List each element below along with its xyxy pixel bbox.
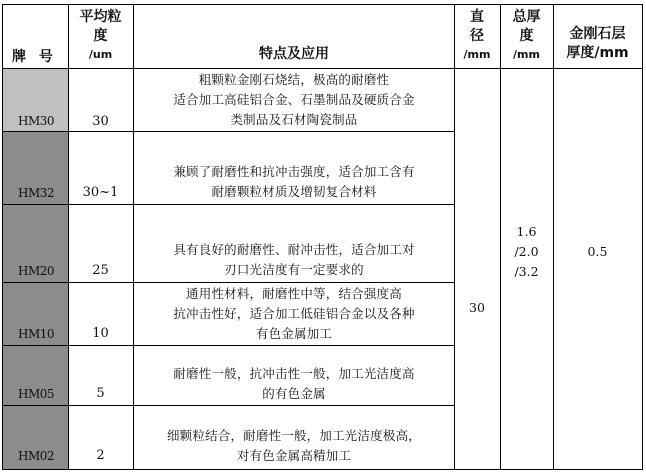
desc-line: 耐磨性一般，抗冲击性一般，加工光洁度高 [173,366,415,381]
desc-line: 类制品及石材陶瓷制品 [230,112,358,127]
row-line-5 [2,405,454,406]
desc-line: 抗冲击性好，适合加工低硅铝合金以及各种 [173,306,415,321]
desc-line: 通用性材料，耐磨性中等，结合强度高 [186,286,402,301]
desc-line: 兼顾了耐磨性和抗冲击强度，适合加工含有 [173,164,415,179]
header-diameter-line-1: 直 [470,9,484,25]
header-grain-line-3: /um [88,48,113,61]
border-right [642,4,643,470]
row-line-3 [2,282,454,283]
header-grain-size [68,9,133,63]
grade-hm05: HM05 [18,387,55,401]
desc-hm05 [134,364,454,404]
header-features: 特点及应用 [259,46,329,62]
col-line-3 [454,4,455,470]
grain-size-hm32: 30~1 [82,185,119,200]
header-grain-line-1: 平均粒 [79,9,122,25]
header-bottom-line [2,68,643,69]
desc-line: 有色金属加工 [255,326,333,341]
grade-hm32: HM32 [18,186,55,200]
border-top [2,4,643,5]
desc-hm32 [134,162,454,202]
header-grain-line-2: 度 [93,28,108,44]
desc-line: 适合加工高硅铝合金、石墨制品及硬质合金 [173,92,415,107]
header-diamond-layer [553,26,642,61]
diamond-layer-value: 0.5 [587,244,608,259]
desc-line: 耐磨颗粒材质及增韧复合材料 [211,184,377,199]
grain-size-hm10: 10 [92,326,109,341]
header-thickness-line-1: 总厚 [512,9,541,25]
header-brand: 牌 号 [12,49,57,65]
desc-hm10 [134,284,454,344]
grade-hm20: HM20 [18,264,55,278]
row-line-2 [2,204,454,205]
desc-hm30 [134,70,454,130]
col-line-5 [553,4,554,470]
grain-size-hm20: 25 [92,263,109,278]
desc-line: 粗颗粒金刚石烧结，极高的耐磨性 [198,72,390,87]
grain-size-hm05: 5 [96,386,105,401]
header-total-thickness [500,9,553,63]
grade-hm02: HM02 [18,449,55,463]
desc-line: 对有色金属高精加工 [236,448,352,463]
header-diameter [454,9,500,63]
row-line-4 [2,345,454,346]
grain-size-hm30: 30 [92,114,109,129]
header-layer-line-1: 金刚石层 [569,26,626,42]
thickness-line: /3.2 [514,264,539,279]
header-layer-line-2: 厚度/mm [566,45,629,61]
header-thickness-line-3: /mm [513,48,540,61]
desc-line: 细颗粒结合，耐磨性一般，加工光洁度极高， [166,428,421,443]
total-thickness-value [500,222,553,282]
border-bottom [2,469,643,470]
header-diameter-line-2: 径 [470,28,484,44]
desc-line: 刃口光洁度有一定要求的 [224,262,364,277]
border-left [2,4,3,470]
grade-hm30: HM30 [18,114,55,128]
desc-line: 具有良好的耐磨性、耐冲击性，适合加工对 [173,242,415,257]
diameter-value: 30 [469,300,485,315]
row-line-1 [2,131,454,132]
thickness-line: 1.6 [516,224,537,239]
grain-size-hm02: 2 [96,448,105,463]
grade-hm10: HM10 [18,327,55,341]
header-diameter-line-3: /mm [463,48,491,61]
thickness-line: /2.0 [514,244,539,259]
header-thickness-line-2: 度 [519,28,534,44]
desc-hm20 [134,240,454,280]
desc-line: 的有色金属 [262,386,326,401]
desc-hm02 [134,426,454,466]
